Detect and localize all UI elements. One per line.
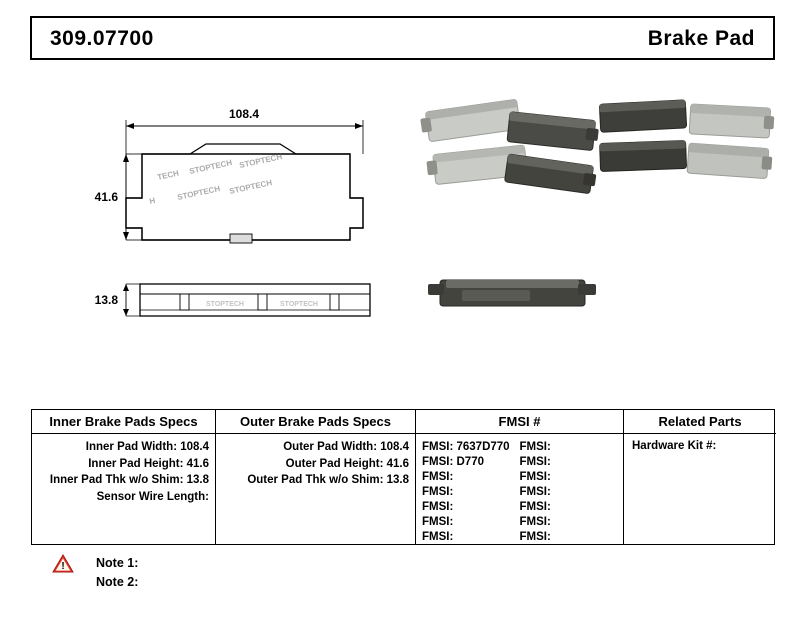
fmsi-header: FMSI #: [416, 410, 623, 434]
pad-photo-front-group: [419, 99, 599, 194]
fmsi-left: FMSI:: [422, 516, 454, 528]
fmsi-row: [416, 455, 623, 470]
fmsi-column: [416, 410, 624, 544]
svg-text:STOPTECH: STOPTECH: [188, 158, 233, 176]
fmsi-right: FMSI:: [519, 441, 551, 453]
svg-text:STOPTECH: STOPTECH: [228, 178, 273, 196]
side-view-diagram: [95, 284, 370, 316]
spec-table: [31, 409, 775, 545]
fmsi-left: FMSI: 7637D770: [422, 441, 510, 453]
fmsi-row: [416, 500, 623, 515]
inner-pad-height: Inner Pad Height: 41.6: [88, 457, 209, 470]
fmsi-right: FMSI:: [519, 471, 551, 483]
svg-text:13.8: 13.8: [94, 293, 118, 307]
fmsi-right: FMSI:: [519, 456, 551, 468]
pad-photo-side: [428, 280, 596, 306]
fmsi-row: [416, 530, 623, 545]
outer-pad-specs-column: [216, 410, 416, 544]
fmsi-left: FMSI:: [422, 501, 454, 513]
fmsi-row: [416, 485, 623, 500]
svg-text:41.6: 41.6: [94, 190, 118, 204]
front-view-diagram: [95, 107, 363, 243]
svg-text:108.4: 108.4: [228, 107, 260, 121]
hardware-kit-number: Hardware Kit #:: [632, 440, 717, 452]
inner-pad-thickness: Inner Pad Thk w/o Shim: 13.8: [49, 474, 209, 486]
note-1-label: Note 1:: [96, 555, 139, 570]
fmsi-right: FMSI:: [519, 531, 551, 543]
svg-text:STOPTECH: STOPTECH: [280, 301, 318, 308]
fmsi-row: [416, 515, 623, 530]
svg-text:TECH: TECH: [156, 168, 180, 182]
svg-text:STOPTECH: STOPTECH: [238, 152, 283, 170]
fmsi-left: FMSI:: [422, 486, 454, 498]
fmsi-row: [416, 440, 623, 455]
sensor-wire-length: Sensor Wire Length:: [96, 490, 209, 503]
fmsi-left: FMSI: D770: [422, 456, 484, 468]
outer-pad-specs-header: Outer Brake Pads Specs: [216, 410, 415, 434]
inner-pad-width: Inner Pad Width: 108.4: [85, 441, 209, 453]
note-2-label: Note 2:: [96, 574, 139, 589]
notes-block: [52, 553, 352, 591]
fmsi-row: [416, 470, 623, 485]
inner-pad-specs-column: [32, 410, 216, 544]
page-title: Brake Pad: [647, 27, 755, 50]
outer-pad-height: Outer Pad Height: 41.6: [285, 457, 409, 470]
fmsi-left: FMSI:: [422, 471, 454, 483]
fmsi-right: FMSI:: [519, 501, 551, 513]
outer-pad-thickness: Outer Pad Thk w/o Shim: 13.8: [247, 474, 409, 486]
note-2-row: [52, 572, 352, 591]
header-bar: [30, 16, 775, 60]
pad-photo-rear-group: [599, 100, 774, 179]
svg-text:STOPTECH: STOPTECH: [176, 184, 221, 202]
svg-text:STOPTECH: STOPTECH: [206, 301, 244, 308]
warning-icon: [52, 554, 74, 573]
svg-text:H: H: [148, 195, 157, 206]
part-number: 309.07700: [50, 27, 154, 50]
fmsi-left: FMSI:: [422, 531, 454, 543]
svg-text:!: !: [61, 561, 65, 572]
drawing-area: [30, 68, 775, 388]
inner-pad-specs-header: Inner Brake Pads Specs: [32, 410, 215, 434]
fmsi-right: FMSI:: [519, 486, 551, 498]
outer-pad-width: Outer Pad Width: 108.4: [283, 441, 409, 453]
related-parts-header: Related Parts: [624, 410, 776, 434]
fmsi-right: FMSI:: [519, 516, 551, 528]
note-1-row: [52, 553, 352, 572]
related-parts-column: [624, 410, 776, 544]
